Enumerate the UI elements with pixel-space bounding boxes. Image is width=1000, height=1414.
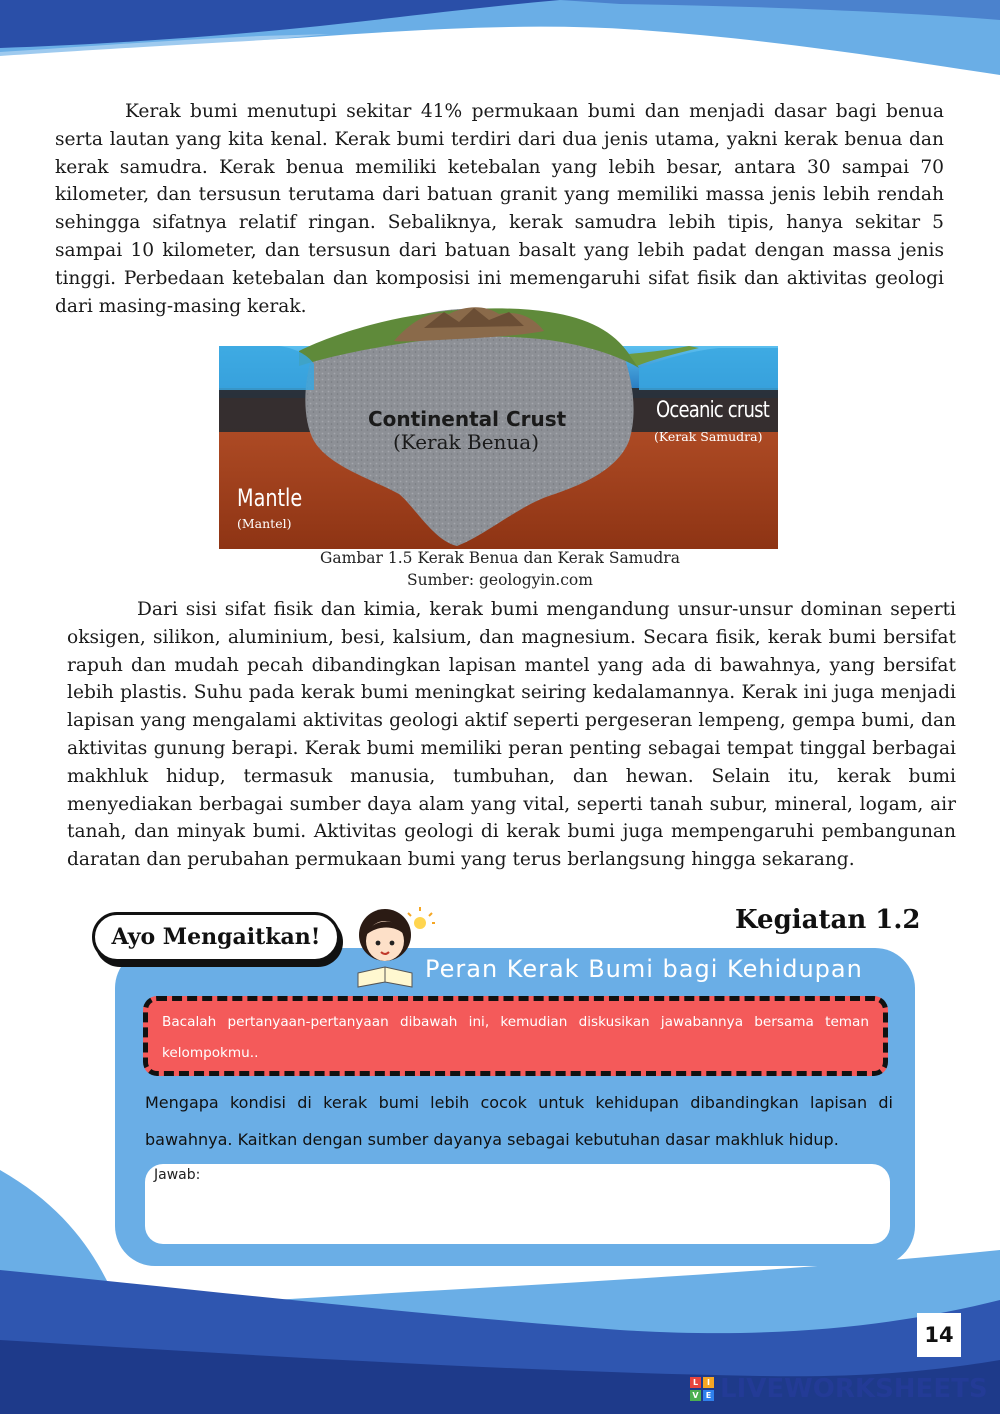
liveworksheets-watermark xyxy=(690,1374,988,1404)
figure-source: Sumber: geologyin.com xyxy=(407,571,593,589)
oceanic-crust-label: Oceanic crust xyxy=(656,398,769,423)
paragraph-kerak-bumi-intro: Kerak bumi menutupi sekitar 41% permukaan bumi dan menjadi dasar bagi benua serta lautan yang kita kenal. Kerak bumi terdiri dari dua jenis utama, yakni kerak benua dan kerak samudra. Kerak benua memiliki ketebalan yang lebih besar, antara 30 sampai 70 kilometer, dan tersusun terutama dari batuan granit yang memiliki massa jenis lebih rendah sehingga sifatnya relatif ringan. Sebaliknya, kerak samudra lebih tipis, hanya sekitar 5 sampai 10 kilometer, dan tersusun dari batuan basalt yang lebih padat dengan massa jenis tinggi. Perbedaan ketebalan dan komposisi ini memengaruhi sifat fisik dan aktivitas geologi dari masing-masing kerak. xyxy=(55,101,944,317)
header-decoration xyxy=(0,0,1000,80)
paragraph-sifat-kerak-bumi: Dari sisi sifat fisik dan kimia, kerak bumi mengandung unsur-unsur dominan seperti oksigen, silikon, aluminium, besi, kalsium, dan magnesium. Secara fisik, kerak bumi bersifat rapuh dan mudah pecah dibandingkan lapisan mantel yang ada di bawahnya, yang bersifat lebih plastis. Suhu pada kerak bumi meningkat seiring kedalamannya. Kerak ini juga menjadi lapisan yang mengalami aktivitas geologi aktif seperti pergeseran lempeng, gempa bumi, dan aktivitas gunung berapi. Kerak bumi memiliki peran penting sebagai tempat tinggal berbagai makhluk hidup, termasuk manusia, tumbuhan, dan hewan. Selain itu, kerak bumi menyediakan berbagai sumber daya alam yang vital, seperti tanah subur, mineral, logam, air tanah, dan minyak bumi. Aktivitas geologi di kerak bumi juga mempengaruhi pembangunan daratan dan perubahan permukaan bumi yang terus berlangsung hingga sekarang. xyxy=(67,599,956,871)
answer-label: Jawab: xyxy=(154,1167,201,1183)
ayo-mengaitkan-tag: Ayo Mengaitkan! xyxy=(92,912,340,962)
instruction-box: Bacalah pertanyaan-pertanyaan dibawah ini, kemudian diskusikan jawabannya bersama teman kelompokmu.. xyxy=(143,996,888,1076)
liveworksheets-logo xyxy=(690,1377,714,1401)
page-number: 14 xyxy=(917,1313,961,1357)
activity-title: Peran Kerak Bumi bagi Kehidupan xyxy=(425,955,863,983)
liveworksheets-text: LIVEWORKSHEETS xyxy=(720,1374,988,1404)
girl-reading-illustration xyxy=(340,905,435,990)
activity-question: Mengapa kondisi di kerak bumi lebih cocok untuk kehidupan dibandingkan lapisan di bawahnya. Kaitkan dengan sumber dayanya sebagai kebutuhan dasar makhluk hidup. xyxy=(145,1093,893,1149)
continental-crust-label: Continental Crust xyxy=(368,407,567,431)
oceanic-crust-sublabel: (Kerak Samudra) xyxy=(654,429,763,444)
answer-input[interactable] xyxy=(145,1164,890,1244)
mantle-label: Mantle xyxy=(237,484,303,512)
continental-crust-sublabel: (Kerak Benua) xyxy=(393,430,540,454)
logo-letter-e: E xyxy=(703,1390,714,1401)
logo-letter-i: I xyxy=(703,1377,714,1388)
figure-caption: Gambar 1.5 Kerak Benua dan Kerak Samudra xyxy=(320,549,680,567)
mantle-sublabel: (Mantel) xyxy=(237,516,292,531)
activity-number: Kegiatan 1.2 xyxy=(735,905,921,935)
logo-letter-l: L xyxy=(690,1377,701,1388)
logo-letter-v: V xyxy=(690,1390,701,1401)
